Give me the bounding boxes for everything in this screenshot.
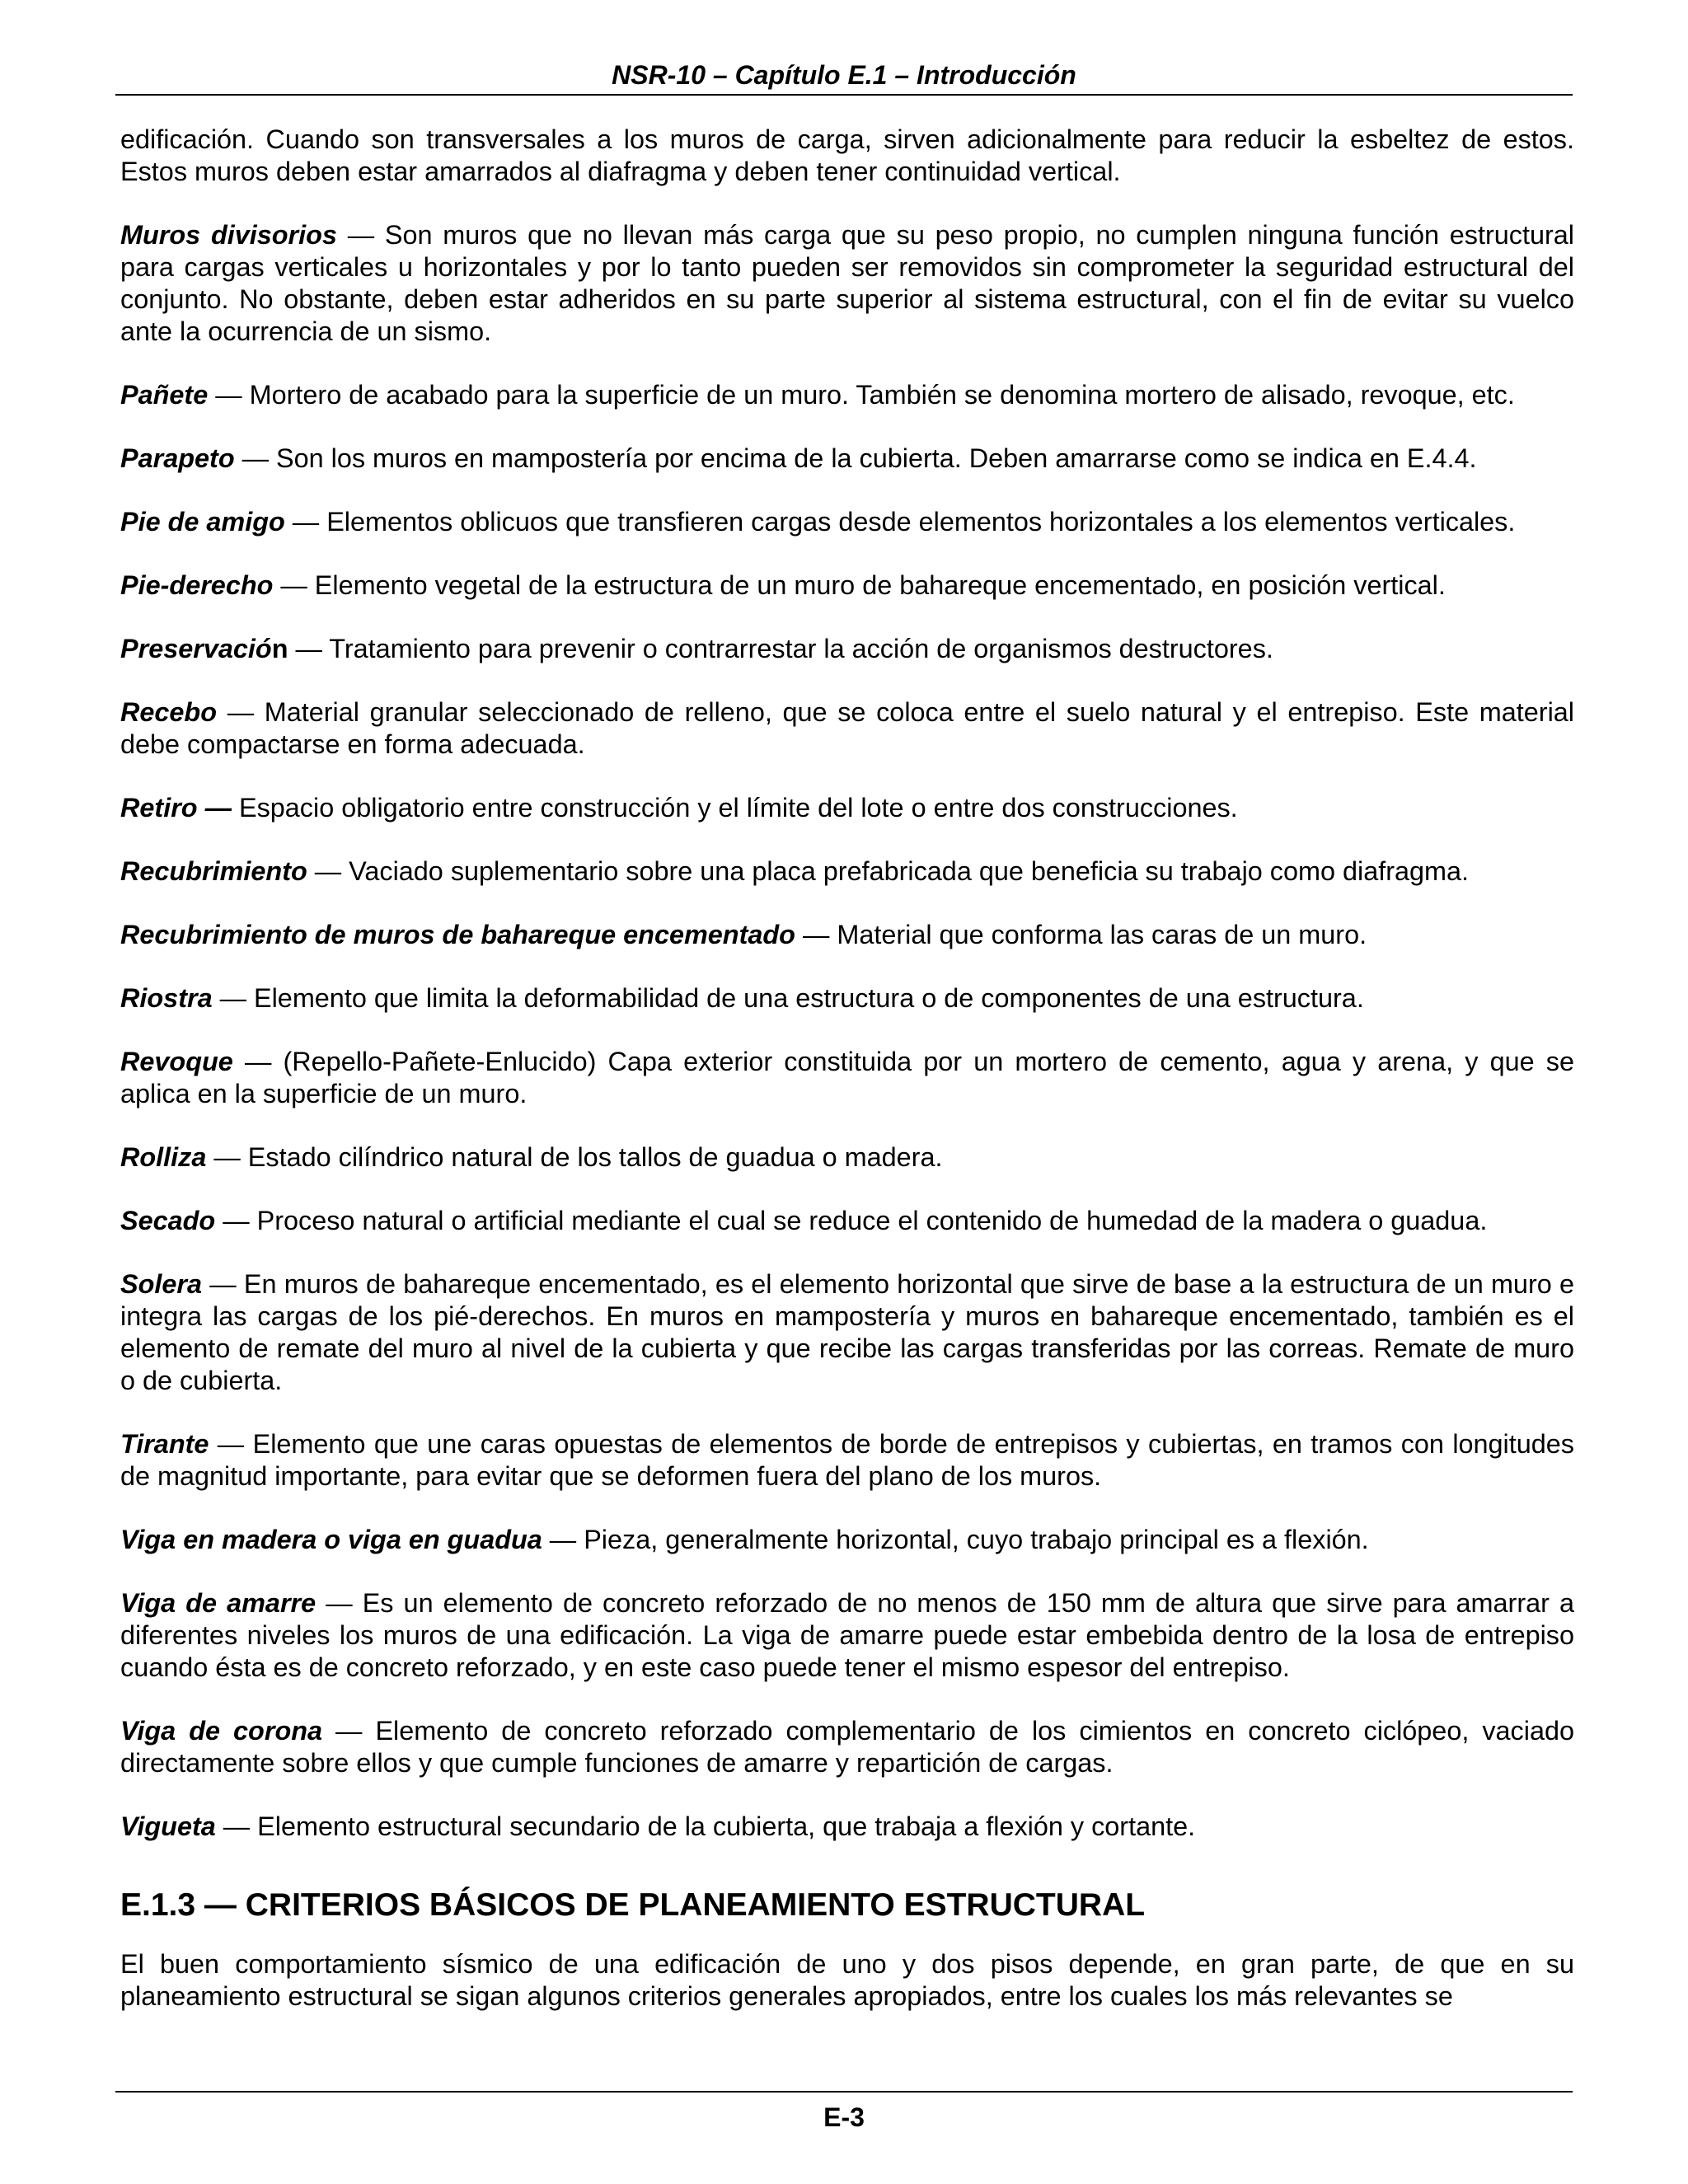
definition-vigueta	[120, 1811, 1574, 1843]
intro-paragraph: edificación. Cuando son transversales a los muros de carga, sirven adicionalmente para reducir la esbeltez de estos. Estos muros deben estar amarrados al diafragma y deben tener continuidad vertical.	[120, 124, 1574, 186]
definition-text: — Son los muros en mampostería por encima de la cubierta. Deben amarrarse como se indica en E.4.4.	[234, 443, 1477, 473]
definition-text: — Elemento de concreto reforzado complementario de los cimientos en concreto ciclópeo, vaciado directamente sobre ellos y que cumple funciones de amarre y repartición de cargas.	[120, 1716, 1574, 1778]
definition-panete	[120, 379, 1574, 411]
definition-term: Viga de corona	[120, 1716, 323, 1746]
definition-text: — Estado cilíndrico natural de los tallos de guadua o madera.	[206, 1142, 943, 1172]
page-content	[120, 124, 1574, 2044]
definition-term: Recubrimiento de muros de bahareque encementado	[120, 920, 795, 949]
definition-text: — Vaciado suplementario sobre una placa prefabricada que beneficia su trabajo como diafragma.	[307, 856, 1470, 886]
definition-text: — Material granular seleccionado de relleno, que se coloca entre el suelo natural y el entrepiso. Este material debe compactarse en forma adecuada.	[120, 697, 1574, 759]
definition-text: — Mortero de acabado para la superficie de un muro. También se denomina mortero de alisado, revoque, etc.	[208, 380, 1515, 410]
definition-recebo	[120, 696, 1574, 761]
definition-term: Rolliza	[120, 1142, 207, 1172]
definition-solera	[120, 1268, 1574, 1397]
definition-term: Vigueta	[120, 1811, 216, 1841]
definition-term: Riostra	[120, 983, 213, 1013]
definition-text: — Material que conforma las caras de un muro.	[795, 920, 1367, 949]
definition-text: — Pieza, generalmente horizontal, cuyo trabajo principal es a flexión.	[542, 1525, 1369, 1554]
definition-term: Recubrimiento	[120, 856, 307, 886]
definition-term: Revoque	[120, 1047, 233, 1076]
definition-text: Espacio obligatorio entre construcción y el límite del lote o entre dos construcciones.	[231, 793, 1238, 823]
definition-term: Muros divisorios	[120, 220, 337, 250]
definition-riostra	[120, 982, 1574, 1015]
definition-term: Recebo	[120, 697, 218, 727]
definition-text: — Elemento vegetal de la estructura de un muro de bahareque encementado, en posición vertical.	[273, 570, 1446, 600]
definition-term: Solera	[120, 1269, 203, 1299]
definition-text: — Son muros que no llevan más carga que su peso propio, no cumplen ninguna función estructural para cargas verticales u horizontales y por lo tanto pueden ser removidos sin comprometer la seguridad estructural del conjunto. No obstante, deben estar adheridos en su parte superior al sistema estructural, con el fin de evitar su vuelco ante la ocurrencia de un sismo.	[120, 220, 1574, 346]
definition-viga-de-corona	[120, 1715, 1574, 1779]
definition-viga-madera-guadua	[120, 1524, 1574, 1556]
definition-muros-divisorios	[120, 219, 1574, 348]
definition-text: — En muros de bahareque encementado, es el elemento horizontal que sirve de base a la estructura de un muro e integra las cargas de los pié-derechos. En muros en mampostería y muros en bahareque encementado, también es el elemento de remate del muro al nivel de la cubierta y que recibe las cargas transferidas por las correas. Remate de muro o de cubierta.	[120, 1269, 1574, 1395]
definition-term: Viga en madera o viga en guadua	[120, 1525, 542, 1554]
definition-preservacion	[120, 633, 1574, 665]
definition-viga-de-amarre	[120, 1587, 1574, 1684]
definition-rolliza	[120, 1141, 1574, 1174]
definition-text: — Proceso natural o artificial mediante el cual se reduce el contenido de humedad de la madera o guadua.	[215, 1206, 1488, 1235]
definition-tirante	[120, 1428, 1574, 1493]
definition-retiro	[120, 792, 1574, 824]
definition-text: — Elemento estructural secundario de la cubierta, que trabaja a flexión y cortante.	[215, 1811, 1196, 1841]
definition-text: — Es un elemento de concreto reforzado de no menos de 150 mm de altura que sirve para amarrar a diferentes niveles los muros de una edificación. La viga de amarre puede estar embebida dentro de la losa de entrepiso cuando ésta es de concreto reforzado, y en este caso puede tener el mismo espesor del entrepiso.	[120, 1588, 1574, 1682]
definition-term: Preservació	[120, 634, 272, 663]
definition-text: — Elementos oblicuos que transfieren cargas desde elementos horizontales a los elementos verticales.	[284, 507, 1516, 537]
definition-pie-derecho	[120, 569, 1574, 602]
definition-term: Secado	[120, 1206, 216, 1235]
footer-divider	[115, 2091, 1573, 2093]
definition-pie-de-amigo	[120, 506, 1574, 538]
definition-recubrimiento-muros	[120, 919, 1574, 951]
definition-text: — Tratamiento para prevenir o contrarrestar la acción de organismos destructores.	[288, 634, 1273, 663]
definition-term: Viga de amarre	[120, 1588, 316, 1618]
definition-term: Tirante	[120, 1429, 209, 1459]
definition-secado	[120, 1205, 1574, 1237]
definition-term-suffix: n	[271, 634, 288, 663]
definition-revoque	[120, 1046, 1574, 1110]
section-heading: E.1.3 — CRITERIOS BÁSICOS DE PLANEAMIENTO ESTRUCTURAL	[120, 1887, 1146, 1923]
page-number: E-3	[823, 2102, 865, 2132]
page-header: NSR-10 – Capítulo E.1 – Introducción	[612, 60, 1076, 90]
definition-term: Pañete	[120, 380, 209, 410]
definition-text: — Elemento que limita la deformabilidad de una estructura o de componentes de una estructura.	[212, 983, 1364, 1013]
definition-text: — Elemento que une caras opuestas de elementos de borde de entrepisos y cubiertas, en tramos con longitudes de magnitud importante, para evitar que se deformen fuera del plano de los muros.	[120, 1429, 1574, 1491]
header-divider	[115, 94, 1573, 96]
definition-term: Parapeto	[120, 443, 235, 473]
definition-term: Pie-derecho	[120, 570, 274, 600]
definition-recubrimiento	[120, 855, 1574, 888]
section-body-paragraph: El buen comportamiento sísmico de una edificación de uno y dos pisos depende, en gran parte, de que en su planeamiento estructural se sigan algunos criterios generales apropiados, entre los cuales los más relevantes se	[120, 1949, 1574, 2011]
definition-term: Retiro —	[120, 793, 232, 823]
definition-term: Pie de amigo	[120, 507, 285, 537]
definition-text: — (Repello-Pañete-Enlucido) Capa exterior constituida por un mortero de cemento, agua y arena, y que se aplica en la superficie de un muro.	[120, 1047, 1574, 1108]
definition-parapeto	[120, 443, 1574, 475]
